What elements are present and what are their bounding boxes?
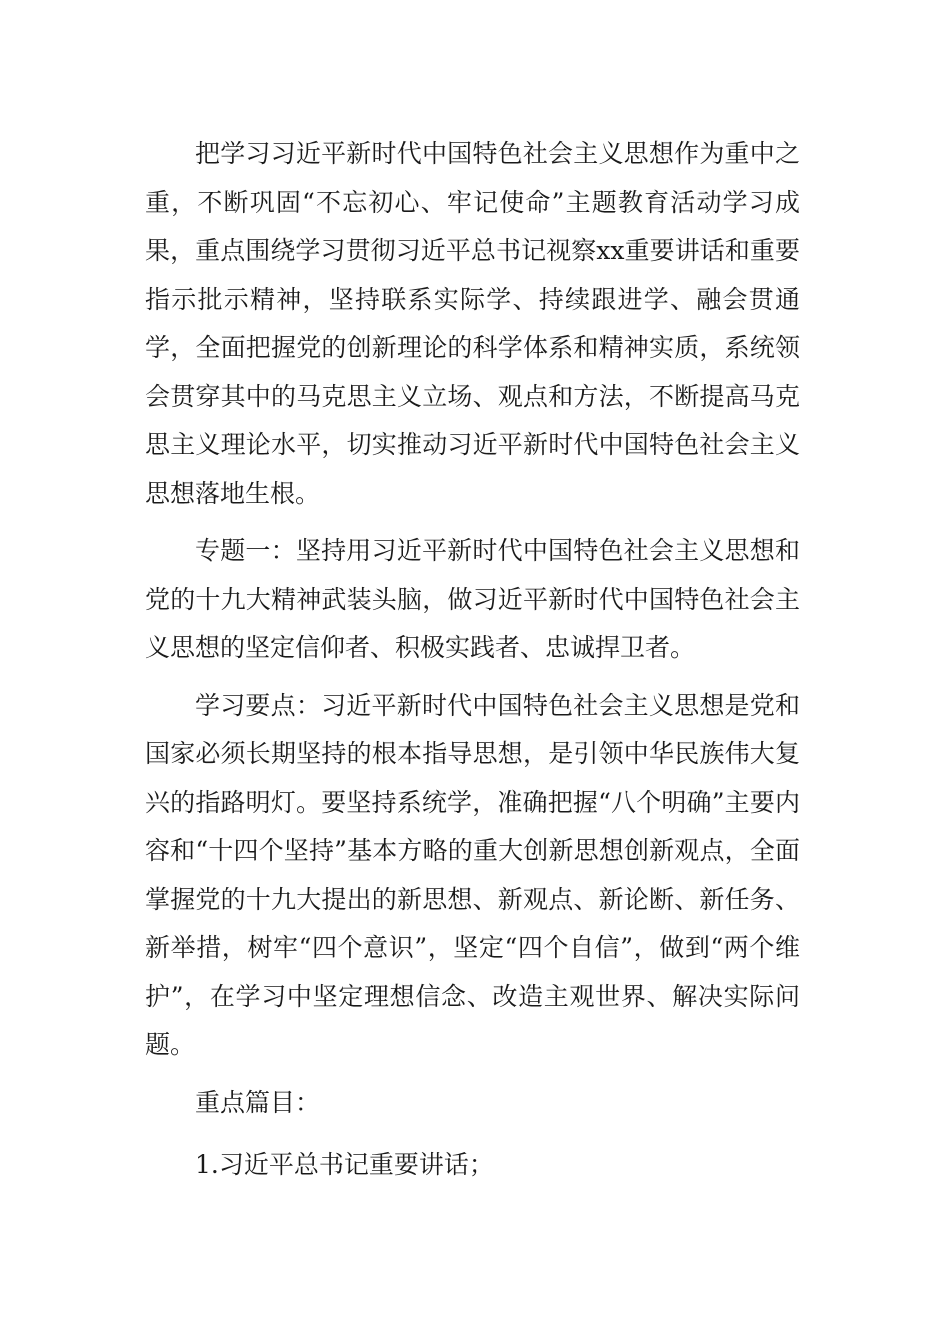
paragraph-key-articles-heading: 重点篇目：	[195, 1087, 321, 1117]
paragraph-list-item-1: 1.习近平总书记重要讲话；	[195, 1150, 494, 1179]
paragraph-intro: 把学习习近平新时代中国特色社会主义思想作为重中之重，不断巩固“不忘初心、牢记使命”主题教育活动学习成果，重点围绕学习贯彻习近平总书记视察xx重要讲话和重要指示批示精神，坚持联系实际学、持续跟进学、融会贯通学，全面把握党的创新理论的科学体系和精神实质，系统领会贯穿其中的马克思主义立场、观点和方法，不断提高马克思主义理论水平，切实推动习近平新时代中国特色社会主义思想落地生根。	[145, 139, 800, 508]
paragraph-topic-one: 专题一：坚持用习近平新时代中国特色社会主义思想和党的十九大精神武装头脑，做习近平新时代中国特色社会主义思想的坚定信仰者、积极实践者、忠诚捍卫者。	[145, 536, 800, 662]
document-body	[145, 130, 800, 1199]
paragraph-study-points: 学习要点：习近平新时代中国特色社会主义思想是党和国家必须长期坚持的根本指导思想，是引领中华民族伟大复兴的指路明灯。要坚持系统学，准确把握“八个明确”主要内容和“十四个坚持”基本方略的重大创新思想创新观点，全面掌握党的十九大提出的新思想、新观点、新论断、新任务、新举措，树牢“四个意识”，坚定“四个自信”，做到“两个维护”，在学习中坚定理想信念、改造主观世界、解决实际问题。	[145, 690, 800, 1059]
